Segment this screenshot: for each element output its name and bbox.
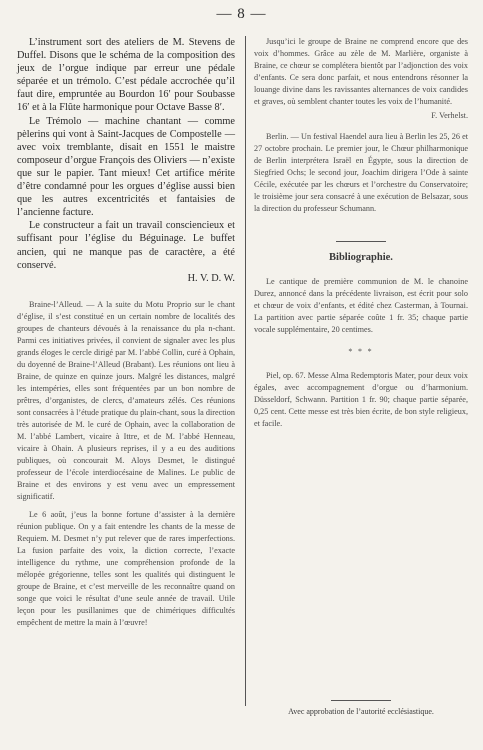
berlin-paragraph: Berlin. — Un festival Haendel aura lieu à Berlin les 25, 26 et 27 octobre prochain. Le premier jour, le Chœur philharmonique de Berlin interprétera Israël en Égypte, sous la direction de Siegfried Ochs; le second jour, Joachim dirigera l’Ode à sainte Cécile, exécutée par les chœurs et l’orchestre du Conservatoire; le troisième jour sera consacré à une exécution de Belsazar, sous la direction du professeur Schumann.: [254, 132, 468, 213]
column-divider: [245, 36, 246, 706]
builder-signature: H. V. D. W.: [187, 272, 235, 284]
cantique-paragraph: Le cantique de première communion de M. le chanoine Durez, annoncé dans la précédente livraison, est écrit pour solo et chœur de voix d’enfants, et édité chez Casterman, à Tournai. La partition avec partie séparée coûte 1 fr. 35; chaque partie vocale supplémentaire, 20 centimes.: [254, 277, 468, 334]
approbation-text: Avec approbation de l’autorité ecclésiastique.: [288, 707, 434, 716]
braine-continuation-paragraph: Jusqu’ici le groupe de Braine ne comprend encore que des voix d’hommes. Grâce au zèle de M. Marlière, organiste à Braine, ce chœur se complétera bientôt par l’adjonction des voix d’enfants. Ce sera donc parfait, et nous entendrons résonner la louange divine dans les ravissantes alternances de voix candides et graves, où semblent chanter toutes les voix de l’humanité.: [254, 37, 468, 106]
tremolo-paragraph: Le Trémolo — machine chantant — comme pèlerins qui vont à Saint-Jacques de Compostelle — avec voix tremblante, disait en 1551 le maistre composeur d’orgue François des Oliviers — n’existe que sur le papier. Tant mieux! Cet artifice mérite d’être condamné pour les orgues d’église aussi bien que les autres excentricités et fantaisies de l’ancienne facture.: [17, 115, 235, 219]
organ-paragraph: L’instrument sort des ateliers de M. Stevens de Duffel. Disons que le schéma de la composition des jeux de l’orgue indique par erreur une pédale séparée et un trémolo. C’est pédale accrochée qu’il faut dire, empruntée au Bourdon 16′ pour Soubasse 16′ et à la Flûte harmonique pour Octave Basse 8′.: [17, 37, 235, 114]
section-rule: [336, 241, 386, 242]
left-column: [17, 36, 235, 629]
builder-paragraph: Le constructeur a fait un travail consciencieux et suffisant pour l’église du Béguinage. Le buffet ancien, qui ne manque pas de caractère, a été conservé.: [17, 220, 235, 271]
page-number: — 8 —: [216, 6, 267, 22]
bibliography-heading: Bibliographie.: [329, 252, 393, 263]
approbation-block: [254, 700, 468, 716]
audition-paragraph: Le 6 août, j’eus la bonne fortune d’assister à la dernière réunion publique. On y a fait entendre les chants de la messe de Requiem. M. Desmet n’y put relever que de rares imperfections. La fusion parfaite des voix, la diction correcte, l’exacte intelligence du rythme, une compréhension profonde de la mélopée grégorienne, telles sont les qualités qui distinguent le groupe de Braine, et c’est merveille de les reconnaître quand on songe que voici le résultat d’une seule année de travail. Utile leçon pour les pusillanimes que de chimériques difficultés empêchent de mettre la main à l’œuvre!: [17, 509, 235, 627]
braine-paragraph: Braine-l’Alleud. — A la suite du Motu Proprio sur le chant d’église, il s’est constitué en un certain nombre de localités des groupes de chanteurs dévoués à la renaissance du pla n-chant. Parmi ces initiatives privées, il convient de signaler avec les plus grands éloges le cercle dirigé par M. l’abbé Collin, curé à Ophain, du doyenné de Braine-l’Alleud (Brabant). Les réunions ont lieu à Braine, de quinze en quinze jours. Malgré les distances, malgré les intempéries, elles sont fréquentées par un bon nombre de prêtres, d’organistes, de clercs, d’amateurs zélés. Ces réunions sont consacrées à l’étude pratique du plain-chant, sous la direction très autorisée de M. le curé de Ophain, avec la collaboration de M. l’abbé Lambert, vicaire à Ittre, et de M. l’abbé Henneau, vicaire à Ohain. A plusieurs reprises, il y a eu des auditions publiques, où concourait M. Aloys Desmet, le distingué professeur de l’école interdiocésaine de Malines. Le public de Braine et des environs y est venu avec un empressement significatif.: [17, 299, 235, 501]
approbation-rule: [331, 700, 391, 701]
braine-signature: F. Verhelst.: [431, 111, 468, 120]
piel-paragraph: Piel, op. 67. Messe Alma Redemptoris Mater, pour deux voix égales, avec accompagnement d’orgue ou d’harmonium. Düsseldorf, Schwann. Partition 1 fr. 90; chaque partie séparée, 0,25 cent. Cette messe est très bien écrite, de bon style religieux, et facile.: [254, 371, 468, 428]
asterism-separator: * * *: [348, 347, 374, 356]
right-column: [254, 36, 468, 430]
